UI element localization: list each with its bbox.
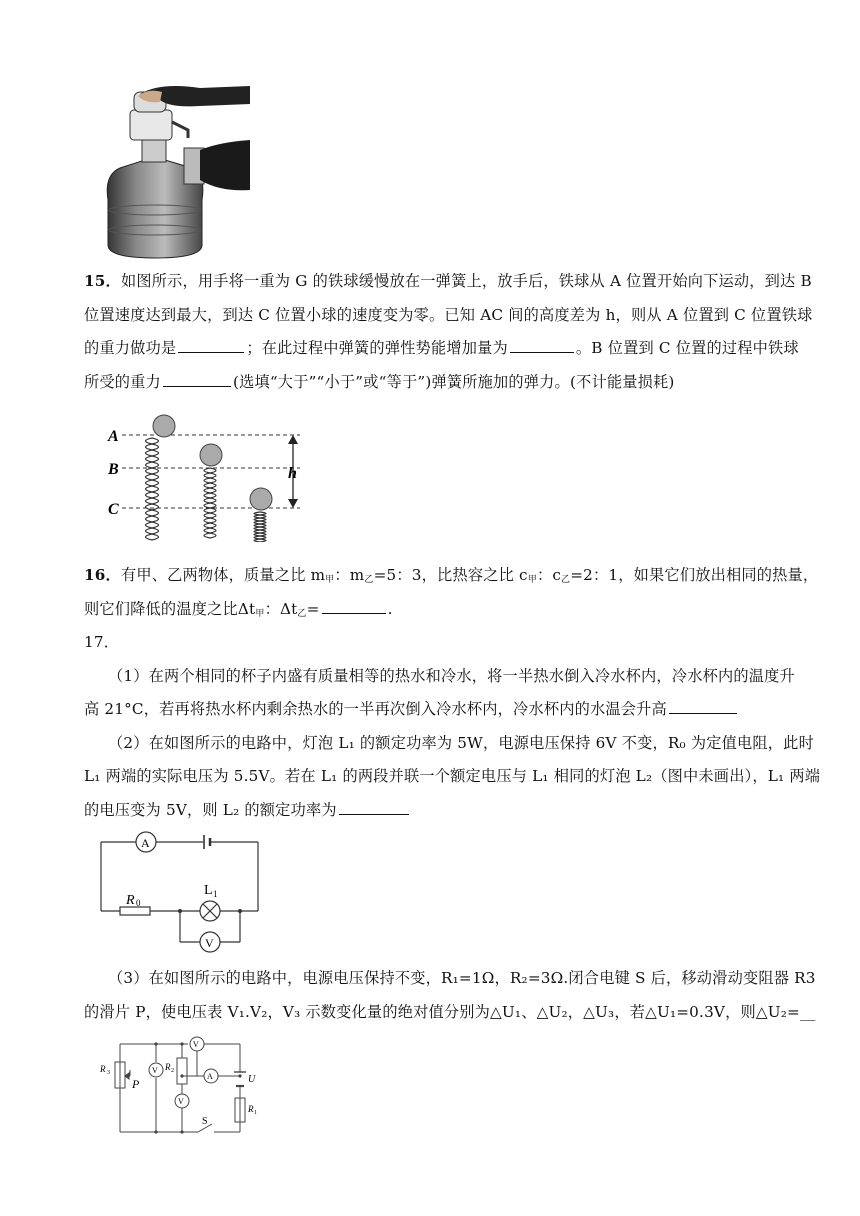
r3-label: R	[100, 1064, 106, 1074]
spring-ball-figure	[100, 412, 320, 542]
answer-blank[interactable]	[178, 338, 244, 353]
ammeter-label: A	[141, 836, 150, 850]
q15-text-line3: 的重力做功是 ；在此过程中弹簧的弹性势能增加量为 。B 位置到 C 位置的过程中铁球	[84, 339, 799, 357]
q15-text-line4: 所受的重力 (选填“大于”“小于”或“等于”)弹簧所施加的弹力。(不计能量损耗)	[84, 373, 675, 391]
q17-p1-line1: （1）在两个相同的杯子内盛有质量相等的热水和冷水，将一半热水倒入冷水杯内，冷水杯内的温度升	[108, 667, 795, 685]
r1-label: R	[248, 1104, 254, 1114]
question-number: 15．	[84, 272, 121, 290]
answer-blank[interactable]	[510, 338, 574, 353]
v-label: V	[152, 1066, 158, 1075]
label-h: h	[288, 465, 297, 482]
svg-text:3: 3	[107, 1070, 110, 1076]
q16-text-line2: 则它们降低的温度之比$\Delta t_甲$：$\Delta t_乙=$ .	[84, 600, 393, 619]
svg-text:1: 1	[213, 889, 218, 899]
answer-blank[interactable]	[322, 599, 386, 614]
q16-text-line1: 16．有甲、乙两物体，质量之比 $m_甲$：$m_乙=5$：3，比热容之比 $c_甲$：$c_乙=2$：1，如果它们放出相同的热量，	[84, 566, 819, 585]
circuit-diagram-2	[96, 1030, 266, 1140]
voltmeter-label: V	[205, 936, 214, 950]
answer-blank[interactable]	[669, 699, 737, 714]
q17-p2-line2: L₁ 两端的实际电压为 5.5V。若在 L₁ 的两段并联一个额定电压与 L₁ 相同的灯泡 L₂（图中未画出），L₁ 两端	[84, 767, 821, 785]
q17-p2-line1: （2）在如图所示的电路中，灯泡 L₁ 的额定功率为 5W，电源电压保持 6V 不变，R₀ 为定值电阻，此时	[108, 734, 814, 752]
ammeter-label: A	[207, 1072, 213, 1081]
r0-label: R	[126, 893, 135, 908]
svg-text:2: 2	[171, 1068, 174, 1074]
question-number: 16．	[84, 566, 121, 584]
label-a: A	[108, 428, 119, 445]
q15-text-line1: 15．如图所示，用手将一重为 G 的铁球缓慢放在一弹簧上，放手后，铁球从 A 位置开始向下运动，到达 B	[84, 272, 812, 290]
answer-blank[interactable]	[339, 800, 409, 815]
v-label: V	[178, 1097, 184, 1106]
u-label: U	[248, 1074, 256, 1085]
q17-p3-line1: （3）在如图所示的电路中，电源电压保持不变，R₁=1Ω，R₂=3Ω.闭合电键 S 后，移动滑动变阻器 R3	[108, 969, 816, 987]
slider-p-label: P	[132, 1077, 140, 1091]
svg-text:0: 0	[136, 898, 141, 908]
label-c: C	[108, 501, 119, 518]
q17-p3-line2: 的滑片 P，使电压表 V₁.V₂，V₃ 示数变化量的绝对值分别为△U₁、△U₂，△U₃，若△U₁=0.3V，则△U₂=__	[84, 1003, 816, 1021]
q17-p2-line3: 的电压变为 5V，则 L₂ 的额定功率为	[84, 800, 411, 820]
answer-blank[interactable]	[163, 372, 231, 387]
v-label: V	[193, 1040, 199, 1049]
q17-p1-line2: 高 21°C，若再将热水杯内剩余热水的一半再次倒入冷水杯内，冷水杯内的水温会升高	[84, 699, 739, 719]
q17-number: 17．	[84, 633, 120, 651]
label-b: B	[108, 461, 119, 478]
circuit-diagram-1	[96, 827, 266, 953]
svg-text:1: 1	[254, 1110, 257, 1116]
lamp-label: L	[204, 883, 213, 898]
r2-label: R	[165, 1062, 171, 1072]
water-pump-photo	[100, 80, 250, 260]
switch-label: S	[202, 1116, 208, 1127]
q15-text-line2: 位置速度达到最大，到达 C 位置小球的速度变为零。已知 AC 间的高度差为 h，则从 A 位置到 C 位置铁球	[84, 306, 813, 324]
